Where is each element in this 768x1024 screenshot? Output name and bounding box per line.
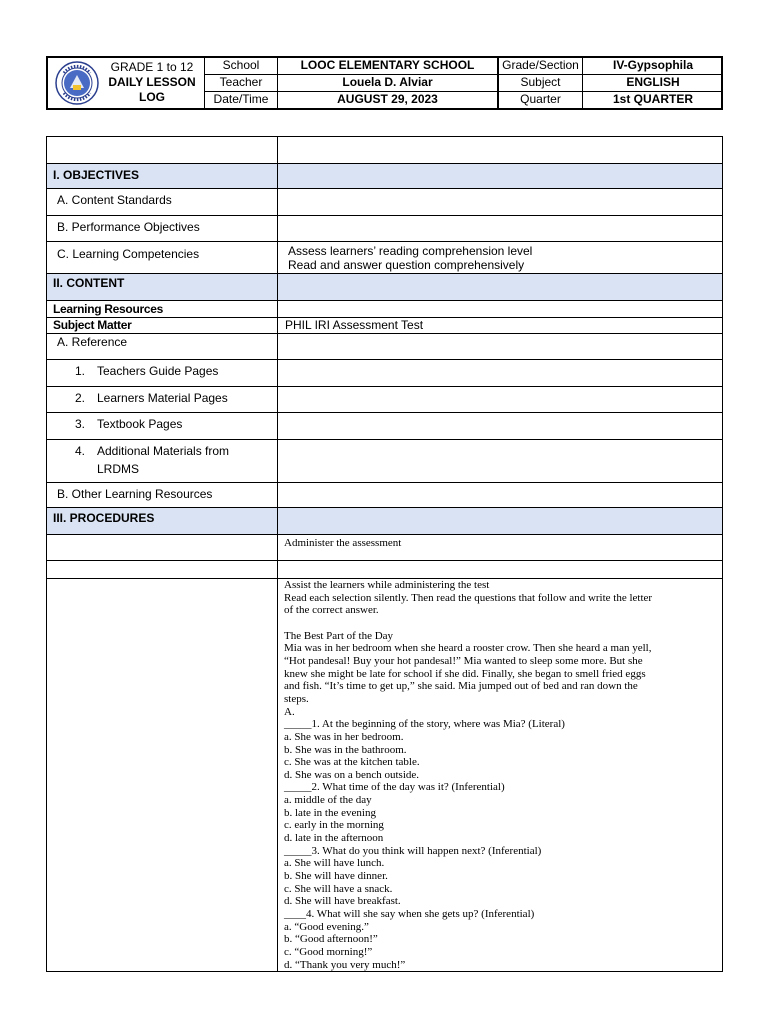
cell-left [47,274,278,300]
competency-line-1: Assess learners’ reading comprehension level [288,244,533,258]
assessment-line: The Best Part of the Day [284,629,394,642]
assessment-line: d. She was on a bench outside. [284,768,420,781]
reference-label: A. Reference [57,335,128,349]
cell-left [47,413,278,439]
cell-left [47,334,278,359]
teacher-value: Louela D. Alviar [278,75,499,92]
assessment-line: b. late in the evening [284,806,376,819]
lrdms-label: LRDMS [97,462,140,476]
cell-left [47,561,278,578]
competency-text [288,244,532,272]
learning-resources-label: Learning Resources [53,302,163,316]
cell-right [278,216,722,241]
cell-right [278,164,722,188]
cell-right [278,334,722,359]
assessment-line: a. middle of the day [284,794,372,807]
item-number: 1. [75,364,86,378]
assessment-line: a. She will have lunch. [284,857,385,870]
item-label: Teachers Guide Pages [97,364,219,378]
assessment-line: a. “Good evening.” [284,920,369,933]
reference-item-1 [75,364,218,378]
assessment-row [47,579,722,971]
school-value: LOOC ELEMENTARY SCHOOL [278,58,499,75]
grade-value: IV-Gypsophila [583,58,723,75]
cell-left [47,216,278,241]
school-label: School [205,58,278,75]
assessment-line: b. “Good afternoon!” [284,933,378,946]
cell-right [278,274,722,300]
header-info-grid [205,58,723,108]
datetime-label: Date/Time [205,92,278,108]
learning-competencies-label: C. Learning Competencies [57,247,200,261]
assessment-line: of the correct answer. [284,604,379,617]
assessment-line: d. “Thank you very much!” [284,958,406,971]
assessment-line: _____3. What do you think will happen next? (Inferential) [284,844,542,857]
cell-left [47,242,278,273]
assessment-line: c. She was at the kitchen table. [284,756,420,769]
cell-left [47,318,278,333]
cell-left [47,483,278,507]
header-title-line1: GRADE 1 to 12 [110,60,194,74]
assessment-line: d. late in the afternoon [284,832,384,845]
blank-line [284,617,714,630]
subject-label: Subject [499,75,583,92]
datetime-value: AUGUST 29, 2023 [278,92,499,108]
learning-resources-row [47,301,722,318]
procedures-heading-row [47,508,722,535]
teacher-label: Teacher [205,75,278,92]
objectives-heading-row [47,164,722,189]
table-row-blank-top [47,137,722,164]
assessment-line: knew she might be late for school if she did. Finally, she began to smell fried eggs [284,667,646,680]
item-label: Textbook Pages [97,417,183,431]
cell-right [278,508,722,534]
assessment-line: a. She was in her bedroom. [284,730,404,743]
cell-right [278,137,722,163]
cell-left [47,387,278,412]
item-number: 3. [75,417,86,431]
cell-right [278,440,722,482]
performance-objectives-row [47,216,722,242]
assessment-line: ____4. What will she say when she gets up? (Inferential) [284,908,535,921]
assessment-line: c. She will have a snack. [284,882,393,895]
content-standards-label: A. Content Standards [57,193,172,207]
assessment-line: and fish. “It’s time to get up,” she said. Mia jumped out of bed and ran down the [284,680,638,693]
performance-objectives-label: B. Performance Objectives [57,220,200,234]
header-title [100,60,204,105]
cell-left [47,301,278,317]
cell-left [47,508,278,534]
header-title-line3: LOG [139,90,165,104]
cell-left [47,535,278,560]
item-label: Additional Materials from [97,444,230,458]
objectives-heading: I. OBJECTIVES [53,168,140,182]
subject-matter-row [47,318,722,334]
assessment-line: A. [284,705,295,718]
assessment-line: c. “Good morning!” [284,946,373,959]
cell-left [47,360,278,386]
assessment-line: b. She was in the bathroom. [284,743,407,756]
cell-left [47,440,278,482]
content-heading-row [47,274,722,301]
assessment-line: b. She will have dinner. [284,870,388,883]
grade-label: Grade/Section [499,58,583,75]
table-row-blank [47,561,722,579]
cell-right [278,561,722,578]
assessment-line: steps. [284,692,309,705]
assessment-text [284,579,714,971]
cell-right [278,360,722,386]
cell-left [47,164,278,188]
cell-right [278,535,722,560]
assessment-line: _____1. At the beginning of the story, where was Mia? (Literal) [284,718,565,731]
assessment-line: _____2. What time of the day was it? (Inferential) [284,781,505,794]
subject-value: ENGLISH [583,75,723,92]
reference-item-3 [75,417,182,431]
cell-left [47,189,278,215]
subject-matter-label: Subject Matter [53,318,132,332]
deped-seal-icon [55,61,99,105]
cell-right [278,318,722,333]
administer-row [47,535,722,561]
reference-item-4 [75,444,229,458]
procedures-heading: III. PROCEDURES [53,511,155,525]
item-number: 2. [75,391,86,405]
reference-row [47,334,722,360]
assessment-line: Mia was in her bedroom when she heard a rooster crow. Then she heard a man yell, [284,642,652,655]
assessment-line: Read each selection silently. Then read the questions that follow and write the letter [284,591,653,604]
assessment-line: “Hot pandesal! Buy your hot pandesal!” Mia wanted to sleep some more. But she [284,654,643,667]
cell-left [47,137,278,163]
cell-right [278,189,722,215]
reference-item-row [47,413,722,440]
item-number: 4. [75,444,86,458]
content-heading: II. CONTENT [53,276,125,290]
cell-right [278,579,722,971]
quarter-value: 1st QUARTER [612,92,693,106]
cell-right [278,301,722,317]
cell-right [278,413,722,439]
item-label: Learners Material Pages [97,391,228,405]
reference-item-row [47,360,722,387]
assessment-line: Assist the learners while administering the test [284,579,490,591]
subject-matter-value: PHIL IRI Assessment Test [285,318,424,332]
reference-item-row [47,387,722,413]
header-title-line2: DAILY LESSON [108,75,196,89]
lesson-log-header [46,56,723,110]
cell-right [278,242,722,273]
cell-right [278,483,722,507]
learning-competencies-row [47,242,722,274]
content-standards-row [47,189,722,216]
quarter-label: Quarter [499,92,583,108]
header-logo-cell [48,58,205,108]
reference-item-row [47,440,722,483]
reference-item-2 [75,391,228,405]
lesson-plan-table [46,136,723,972]
cell-left [47,579,278,971]
assessment-line: d. She will have breakfast. [284,895,401,908]
other-resources-label: B. Other Learning Resources [57,487,213,501]
competency-line-2: Read and answer question comprehensively [288,258,525,272]
administer-text: Administer the assessment [284,537,402,549]
cell-right [278,387,722,412]
other-resources-row [47,483,722,508]
assessment-line: c. early in the morning [284,819,384,832]
